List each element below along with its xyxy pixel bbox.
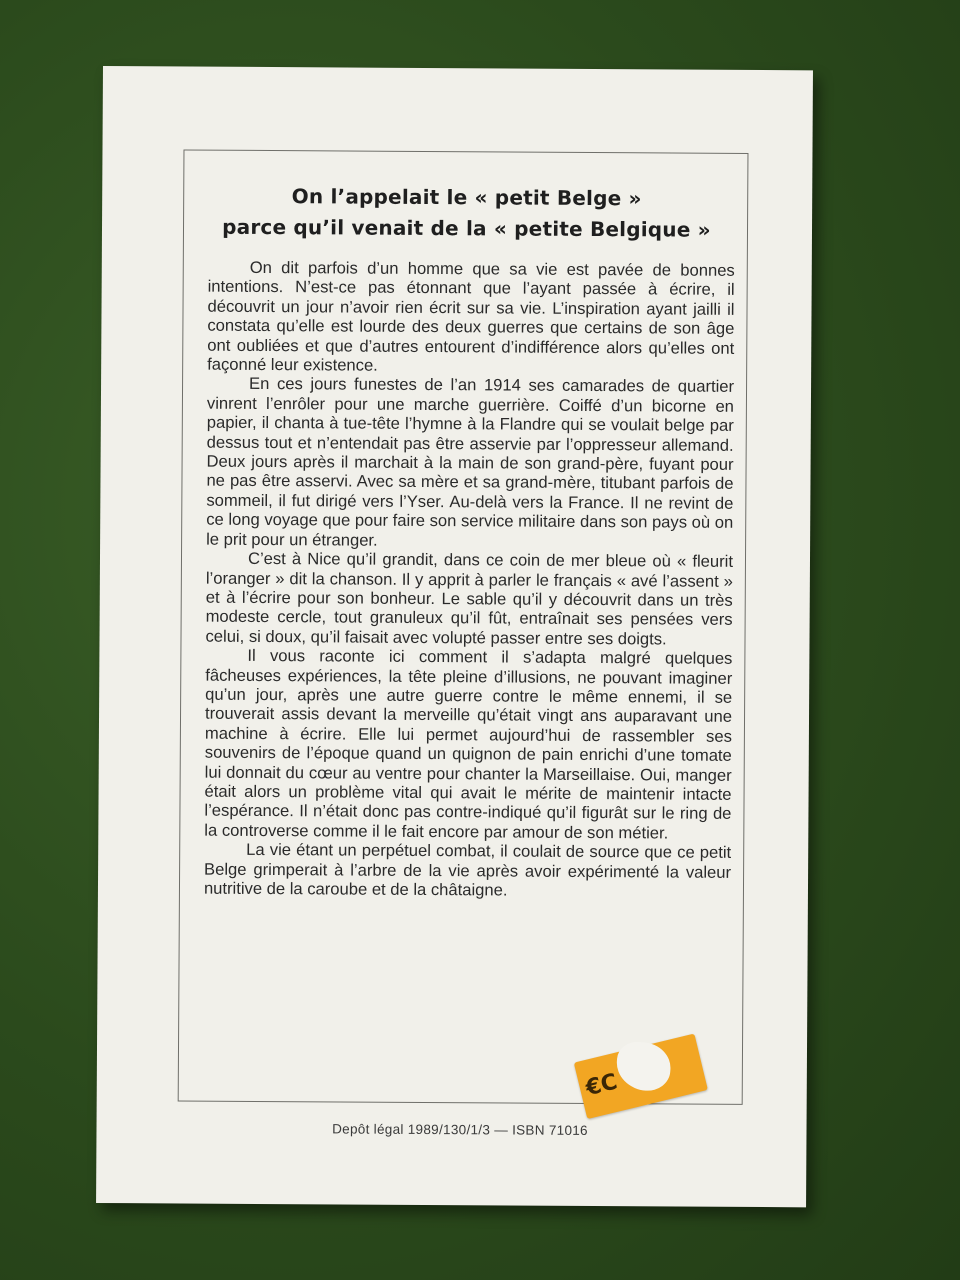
paragraph-1: On dit parfois d’un homme que sa vie est pavée de bonnes intentions. N’est-ce pas étonnant que l’ayant passée à écrire, il découvrit un jour n’avoir rien écrit sur sa vie. L’inspiration ayant jailli il constata qu’elle est lourde des deux guerres que certains de son âge ont oubliées et que d’autres entourent d’indifférence alors qu’elles ont façonné leur existence. bbox=[207, 257, 735, 375]
headline bbox=[184, 180, 749, 245]
blurb-text bbox=[204, 258, 735, 902]
paragraph-4: Il vous raconte ici comment il s’adapta malgré quelques fâcheuses expériences, la tête pleine d’illusions, ne pouvant imaginer qu’un jour, après une autre guerre contre le même ennemi, il se trouverait assis devant la merveille qu’était vingt ans auparavant une machine à écrire. Elle lui permet aujourd’hui de rassembler ses souvenirs de l’époque quand un quignon de pain enrichi d’une tomate lui donnait du cœur au ventre pour chanter la Marseillaise. Oui, manger était alors un problème vital qui avait le mérite de maintenir intacte l’espérance. Il n’était donc pas contre-indiqué qu’il figurât sur le ring de la controverse comme il le fait encore par amour de son métier. bbox=[204, 646, 733, 843]
book-back-cover bbox=[96, 66, 813, 1207]
paragraph-2: En ces jours funestes de l’an 1914 ses camarades de quartier vinrent l’enrôler pour une marche guerrière. Coiffé d’un bicorne en papier, il chanta à tue-tête l’hymne à la Flandre qui se voulait belge par dessus tout et n’entendait pas être asservie par l’oppresseur allemand. Deux jours après il marchait à la main de son grand-père, fuyant pour ne pas être asservi. Avec sa mère et sa grand-mère, titubant parfois de sommeil, il fut dirigé vers l’Yser. Au-delà vers la France. Il ne revint de ce long voyage que pour faire son service militaire dans son pays où on le prit pour un étranger. bbox=[206, 374, 735, 550]
paragraph-3: C’est à Nice qu’il grandit, dans ce coin de mer bleue où « fleurit l’oranger » dit la chanson. Il y apprit à parler le français « avé l’assent » et à l’écrire pour son bonheur. Le sable qu’il y découvrit dans un très modeste cercle, tout granuleux qu’il fût, entraînait ses pensées vers celui, si doux, qu’il faisait avec volupté passer entre ses doigts. bbox=[205, 548, 734, 649]
headline-line-1: On l’appelait le « petit Belge » bbox=[291, 184, 642, 211]
paragraph-5: La vie étant un perpétuel combat, il coulait de source que ce petit Belge grimperait à l’arbre de la vie après avoir expérimenté la valeur nutritive de la caroube et de la châtaigne. bbox=[203, 840, 732, 900]
sticker-torn-area bbox=[615, 1040, 672, 1092]
headline-line-2: parce qu’il venait de la « petite Belgique » bbox=[222, 214, 711, 242]
text-frame bbox=[178, 149, 749, 1104]
legal-deposit-line: Depôt légal 1989/130/1/3 — ISBN 71016 bbox=[332, 1121, 588, 1138]
price-sticker-text: €C bbox=[583, 1069, 620, 1102]
